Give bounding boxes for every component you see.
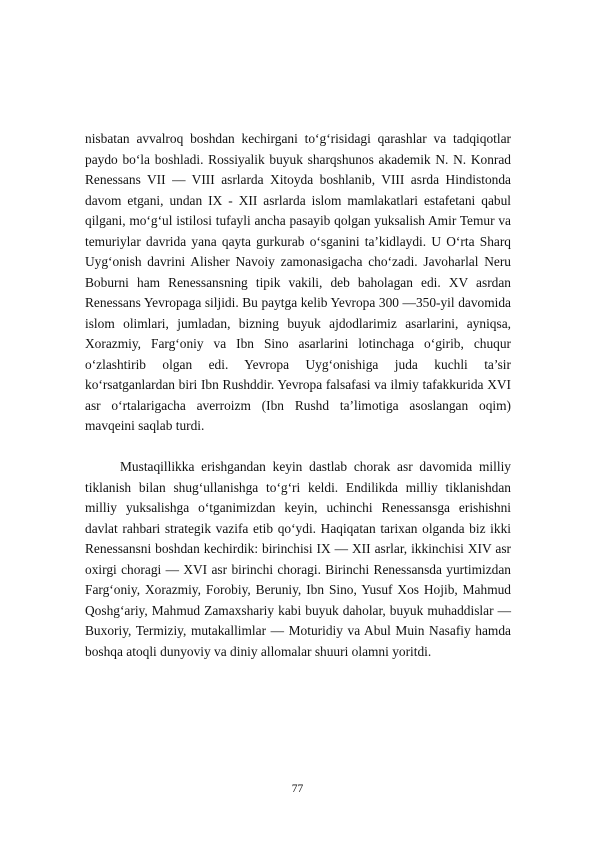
paragraph-1: nisbatan avvalroq boshdan kechirgani to‘g‘risidagi qarashlar va tadqiqotlar paydo bo‘la boshladi. Rossiyalik buyuk sharqshunos akademik N. N. Konrad Renessans VII — VIII asrlarda Xitoyda boshlanib, VIII asrda Hindistonda davom etgani, undan IX - XII asrlarda islom mamlakatlari estafetani qabul qilgani, mo‘g‘ul istilosi tufayli ancha pasayib qolgan yuksalish Amir Temur va temuriylar davrida yana qayta gurkurab o‘sganini ta’kidlaydi. U O‘rta Sharq Uyg‘onish davrini Alisher Navoiy zamonasigacha cho‘zadi. Javoharlal Neru Boburni ham Renessansning tipik vakili, deb baholagan edi. XV asrdan Renessans Yevropaga siljidi. Bu paytga kelib Yevropa 300 —350-yil davomida islom olimlari, jumladan, bizning buyuk ajdodlarimiz asarlarini, ayniqsa, Xorazmiy, Farg‘oniy va Ibn Sino asarlarini lotinchaga o‘girib, chuqur o‘zlashtirib olgan edi. Yevropa Uyg‘onishiga juda kuchli ta’sir ko‘rsatganlardan biri Ibn Rushddir. Yevropa falsafasi va ilmiy tafakkurida XVI asr o‘rtalarigacha averroizm (Ibn Rushd ta’limotiga asoslangan oqim) mavqeini saqlab turdi.: [85, 131, 511, 433]
body-text: [85, 109, 511, 683]
page-number: 77: [291, 783, 304, 795]
paragraph-2: Mustaqillikka erishgandan keyin dastlab chorak asr davomida milliy tiklanish bilan shug‘ullanishga to‘g‘ri keldi. Endilikda milliy tiklanishdan milliy yuksalishga o‘tganimizdan keyin, uchinchi Renessansga erishishni davlat rahbari strategik vazifa etib qo‘ydi. Haqiqatan tarixan olganda biz ikki Renessansni boshdan kechirdik: birinchisi IX — XII asrlar, ikkinchisi XIV asr oxirgi choragi — XVI asr birinchi choragi. Birinchi Renessansda yurtimizdan Farg‘oniy, Xorazmiy, Forobiy, Beruniy, Ibn Sino, Yusuf Xos Hojib, Mahmud Qoshg‘ariy, Mahmud Zamaxshariy kabi buyuk daholar, buyuk muhaddislar — Buxoriy, Termiziy, mutakallimlar — Moturidiy va Abul Muin Nasafiy hamda boshqa atoqli dunyoviy va diniy allomalar shuuri olamni yoritdi.: [85, 459, 511, 659]
